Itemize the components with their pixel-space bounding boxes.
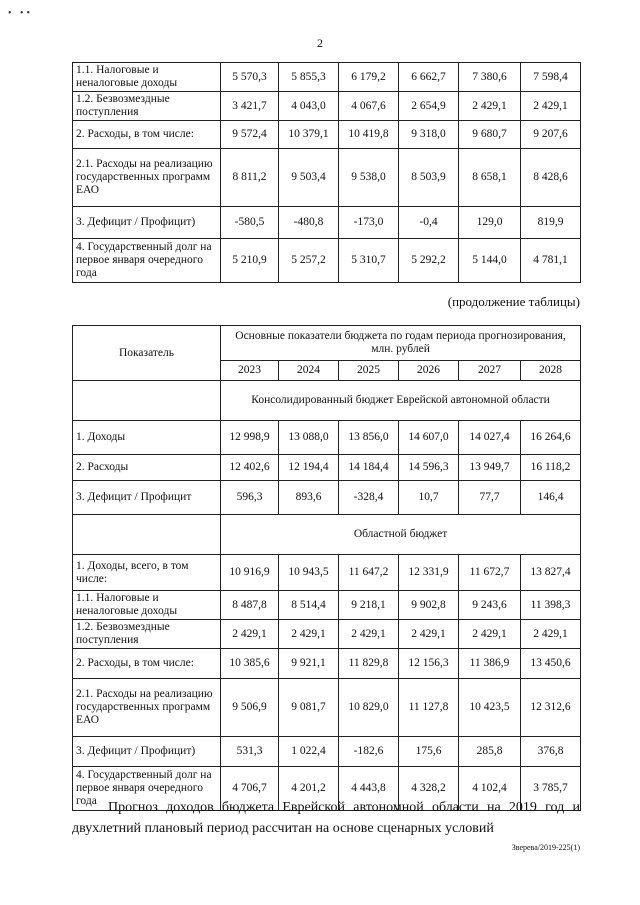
value-cell: 14 184,4 [339,455,399,481]
value-cell: 9 081,7 [279,679,339,737]
row-label: 2. Расходы [73,455,221,481]
row-label: 2.1. Расходы на реализацию государственных программ ЕАО [73,679,221,737]
value-cell: 8 514,4 [279,591,339,620]
year-header: 2024 [279,361,339,381]
value-cell: 6 179,2 [339,63,399,92]
value-cell: 10 943,5 [279,555,339,591]
value-cell: 11 386,9 [459,649,521,679]
value-cell: 2 429,1 [459,620,521,649]
value-cell: 9 538,0 [339,149,399,207]
value-cell: 893,6 [279,481,339,515]
table-row [73,591,581,620]
value-cell: 16 264,6 [521,421,581,455]
value-cell: 9 902,8 [399,591,459,620]
value-cell: -328,4 [339,481,399,515]
value-cell: 8 428,6 [521,149,581,207]
table-row [73,63,581,92]
value-cell: 10 419,8 [339,121,399,149]
value-cell: 5 292,2 [399,239,459,283]
table-row [73,207,581,239]
row-label: 3. Дефицит / Профицит) [73,737,221,767]
value-cell: -173,0 [339,207,399,239]
footer-reference: Зверева/2019-225(1) [511,843,580,852]
value-cell: 11 398,3 [521,591,581,620]
value-cell: 9 207,6 [521,121,581,149]
year-header: 2026 [399,361,459,381]
table-row [73,679,581,737]
value-cell: 376,8 [521,737,581,767]
value-cell: 5 144,0 [459,239,521,283]
section-row [73,381,581,421]
value-cell: 5 310,7 [339,239,399,283]
value-cell: 8 811,2 [221,149,279,207]
value-cell: 8 503,9 [399,149,459,207]
value-cell: 4 781,1 [521,239,581,283]
value-cell: 12 312,6 [521,679,581,737]
value-cell: 4 043,0 [279,92,339,121]
value-cell: 12 194,4 [279,455,339,481]
value-cell: 8 658,1 [459,149,521,207]
table-row [73,737,581,767]
value-cell: 13 856,0 [339,421,399,455]
value-cell: 2 429,1 [521,92,581,121]
value-cell: -480,8 [279,207,339,239]
value-cell: 4 067,6 [339,92,399,121]
group-header: Основные показатели бюджета по годам периода прогнозирования, млн. рублей [221,326,581,361]
value-cell: 8 487,8 [221,591,279,620]
table-continuation-label: (продолжение таблицы) [447,294,580,309]
value-cell: 11 647,2 [339,555,399,591]
value-cell: 77,7 [459,481,521,515]
value-cell: 129,0 [459,207,521,239]
indicator-header: Показатель [73,326,221,381]
value-cell: 13 949,7 [459,455,521,481]
value-cell: 4 706,7 [221,767,279,811]
value-cell: 9 503,4 [279,149,339,207]
row-label: 3. Дефицит / Профицит [73,481,221,515]
year-header: 2028 [521,361,581,381]
value-cell: 10,7 [399,481,459,515]
value-cell: 4 328,2 [399,767,459,811]
table-row [73,92,581,121]
value-cell: 531,3 [221,737,279,767]
table-row [73,620,581,649]
row-label: 3. Дефицит / Профицит) [73,207,221,239]
value-cell: 11 829,8 [339,649,399,679]
value-cell: 5 570,3 [221,63,279,92]
value-cell: 2 429,1 [399,620,459,649]
table-row [73,421,581,455]
value-cell: 1 022,4 [279,737,339,767]
empty-cell [73,381,221,421]
value-cell: 3 421,7 [221,92,279,121]
row-label: 4. Государственный долг на первое января очередного года [73,767,221,811]
row-label: 2. Расходы, в том числе: [73,649,221,679]
value-cell: 16 118,2 [521,455,581,481]
value-cell: 10 916,9 [221,555,279,591]
value-cell: 5 257,2 [279,239,339,283]
row-label: 1.2. Безвозмездные поступления [73,620,221,649]
value-cell: 14 607,0 [399,421,459,455]
body-paragraph: Прогноз доходов бюджета Еврейской автономной области на 2019 год и двухлетний плановый период рассчитан на основе сценарных условий [72,800,580,836]
value-cell: 9 680,7 [459,121,521,149]
value-cell: 12 156,3 [399,649,459,679]
budget-forecast-table [72,325,581,811]
value-cell: 146,4 [521,481,581,515]
table-row [73,481,581,515]
value-cell: 175,6 [399,737,459,767]
row-label: 1. Доходы, всего, в том числе: [73,555,221,591]
value-cell: 13 450,6 [521,649,581,679]
table-row [73,121,581,149]
value-cell: 13 088,0 [279,421,339,455]
value-cell: 9 218,1 [339,591,399,620]
value-cell: 12 998,9 [221,421,279,455]
row-label: 2. Расходы, в том числе: [73,121,221,149]
row-label: 1. Доходы [73,421,221,455]
value-cell: 3 785,7 [521,767,581,811]
value-cell: 9 506,9 [221,679,279,737]
table-row [73,149,581,207]
scan-specks: • •• [8,8,34,19]
value-cell: 10 423,5 [459,679,521,737]
value-cell: 12 402,6 [221,455,279,481]
year-header: 2023 [221,361,279,381]
value-cell: -580,5 [221,207,279,239]
value-cell: -182,6 [339,737,399,767]
row-label: 2.1. Расходы на реализацию государственных программ ЕАО [73,149,221,207]
value-cell: 2 654,9 [399,92,459,121]
value-cell: 7 598,4 [521,63,581,92]
value-cell: 819,9 [521,207,581,239]
value-cell: 5 210,9 [221,239,279,283]
value-cell: 10 379,1 [279,121,339,149]
value-cell: 4 102,4 [459,767,521,811]
value-cell: 285,8 [459,737,521,767]
value-cell: 14 027,4 [459,421,521,455]
row-label: 4. Государственный долг на первое января очередного года [73,239,221,283]
value-cell: 4 443,8 [339,767,399,811]
value-cell: 11 672,7 [459,555,521,591]
value-cell: 12 331,9 [399,555,459,591]
section-title: Консолидированный бюджет Еврейской автономной области [221,381,581,421]
table-row [73,455,581,481]
table-row [73,649,581,679]
value-cell: 596,3 [221,481,279,515]
value-cell: 6 662,7 [399,63,459,92]
row-label: 1.1. Налоговые и неналоговые доходы [73,591,221,620]
value-cell: 14 596,3 [399,455,459,481]
value-cell: 10 385,6 [221,649,279,679]
table-row [73,555,581,591]
value-cell: 2 429,1 [459,92,521,121]
value-cell: 2 429,1 [521,620,581,649]
value-cell: 10 829,0 [339,679,399,737]
value-cell: 9 572,4 [221,121,279,149]
page-number: 2 [317,36,323,50]
value-cell: 9 921,1 [279,649,339,679]
empty-cell [73,515,221,555]
value-cell: 9 243,6 [459,591,521,620]
value-cell: 11 127,8 [399,679,459,737]
value-cell: 2 429,1 [339,620,399,649]
budget-table-continued [72,62,581,283]
row-label: 1.1. Налоговые и неналоговые доходы [73,63,221,92]
value-cell: 13 827,4 [521,555,581,591]
value-cell: 2 429,1 [279,620,339,649]
value-cell: 4 201,2 [279,767,339,811]
value-cell: 7 380,6 [459,63,521,92]
year-header: 2025 [339,361,399,381]
row-label: 1.2. Безвозмездные поступления [73,92,221,121]
year-header: 2027 [459,361,521,381]
section-title: Областной бюджет [221,515,581,555]
value-cell: 5 855,3 [279,63,339,92]
value-cell: 2 429,1 [221,620,279,649]
value-cell: 9 318,0 [399,121,459,149]
section-row [73,515,581,555]
table-row [73,239,581,283]
value-cell: -0,4 [399,207,459,239]
